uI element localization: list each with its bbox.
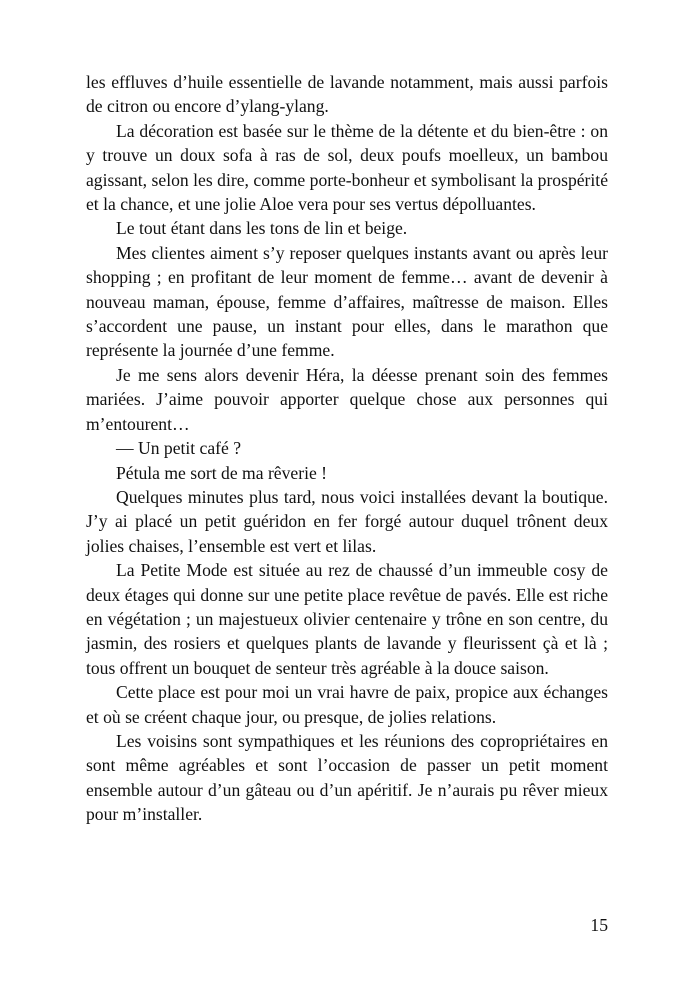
paragraph-decoration: La décoration est basée sur le thème de la détente et du bien-être : on y trouve un doux sofa à ras de sol, deux poufs moelleux, un bambou agissant, selon les dire, comme porte-bonheur et symbolisant la prospérité et la chance, et une jolie Aloe vera pour ses vertus dépolluantes. xyxy=(86,120,608,215)
paragraph-dialogue-cafe: — Un petit café ? xyxy=(116,438,242,459)
page-number: 15 xyxy=(590,915,608,935)
paragraph-installed: Quelques minutes plus tard, nous voici installées devant la boutique. J’y ai placé un petit guéridon en fer forgé autour duquel trônent deux jolies chaises, l’ensemble est vert et lilas. xyxy=(86,486,608,556)
paragraph-clients: Mes clientes aiment s’y reposer quelques instants avant ou après leur shopping ; en profitant de leur moment de femme… avant de devenir à nouveau maman, épouse, femme d’affaires, maîtresse de maison. Elles s’accordent une pause, un instant pour elles, dans le marathon que représente la journée d’une femme. xyxy=(86,242,608,361)
paragraph-petula: Pétula me sort de ma rêverie ! xyxy=(116,462,328,483)
page-body xyxy=(86,70,608,827)
paragraph-tones: Le tout étant dans les tons de lin et beige. xyxy=(116,218,408,239)
paragraph-place: Cette place est pour moi un vrai havre de paix, propice aux échanges et où se créent chaque jour, ou presque, de jolies relations. xyxy=(86,682,608,727)
paragraph-neighbours: Les voisins sont sympathiques et les réunions des copropriétaires en sont même agréables et sont l’occasion de passer un petit moment ensemble autour d’un gâteau ou d’un apéritif. Je n’aurais pu rêver mieux pour m’installer. xyxy=(86,730,608,825)
paragraph-continued: les effluves d’huile essentielle de lavande notamment, mais aussi parfois de citron ou encore d’ylang-ylang. xyxy=(86,72,608,117)
paragraph-petite-mode: La Petite Mode est située au rez de chaussé d’un immeuble cosy de deux étages qui donne sur une petite place revêtue de pavés. Elle est riche en végétation ; un majestueux olivier centenaire y trône en son centre, du jasmin, des rosiers et quelques plants de lavande y fleurissent çà et là ; tous offrent un bouquet de senteur très agréable à la douce saison. xyxy=(86,560,608,678)
paragraph-hera: Je me sens alors devenir Héra, la déesse prenant soin des femmes mariées. J’aime pouvoir apporter quelque chose aux personnes qui m’entourent… xyxy=(86,364,608,434)
